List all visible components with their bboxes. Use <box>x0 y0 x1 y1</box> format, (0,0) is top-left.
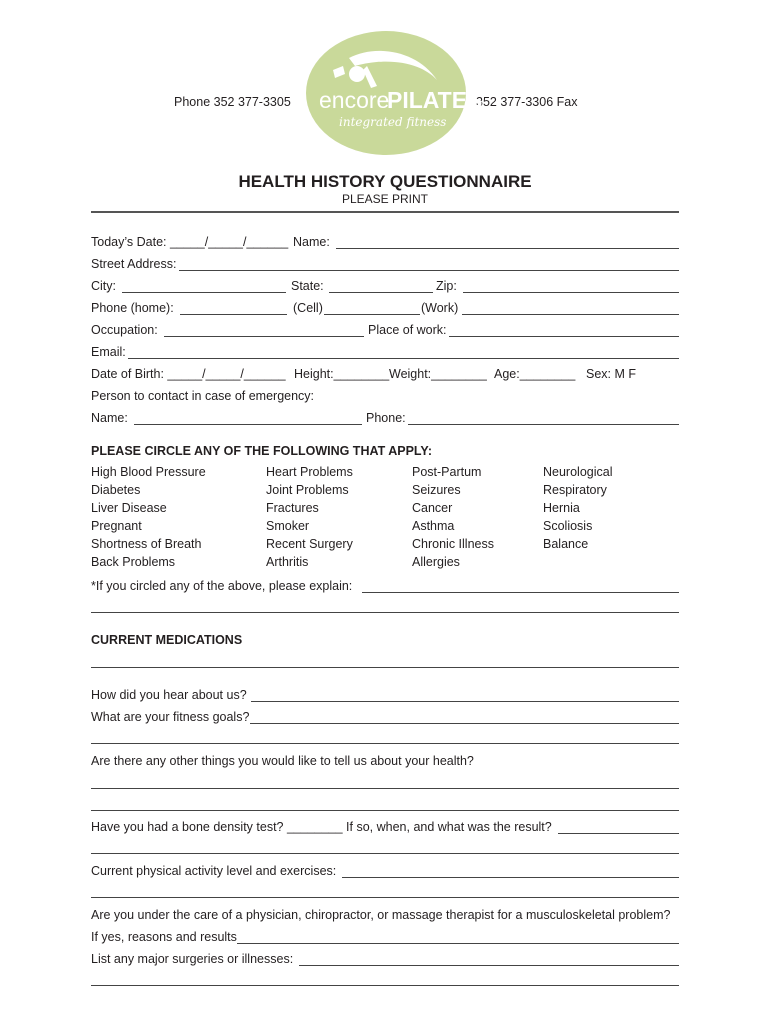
medications-field[interactable] <box>91 667 679 668</box>
bone-density-field-line-2[interactable] <box>91 853 679 854</box>
logo-brand-light: encore <box>319 87 390 113</box>
surgeries-field-line-2[interactable] <box>91 985 679 986</box>
condition-item[interactable]: Smoker <box>266 519 310 533</box>
condition-item[interactable]: Post-Partum <box>412 465 482 479</box>
work-label: (Work) <box>421 301 459 315</box>
explain-label: *If you circled any of the above, please explain: <box>91 579 353 593</box>
email-field[interactable] <box>128 346 679 359</box>
zip-label: Zip: <box>436 279 457 293</box>
condition-item[interactable]: Heart Problems <box>266 465 353 479</box>
condition-item[interactable]: Neurological <box>543 465 613 479</box>
activity-field-line-2[interactable] <box>91 897 679 898</box>
street-field[interactable] <box>179 258 679 271</box>
condition-item[interactable]: Respiratory <box>543 483 607 497</box>
condition-item[interactable]: Recent Surgery <box>266 537 353 551</box>
sex-field[interactable]: Sex: M F <box>586 367 637 381</box>
bone-density-label: Have you had a bone density test? ________ If so, when, and what was the result? <box>91 820 552 834</box>
email-label: Email: <box>91 345 126 359</box>
condition-item[interactable]: Arthritis <box>266 555 309 569</box>
fitness-goals-field[interactable] <box>250 711 679 724</box>
age-field[interactable]: Age:________ <box>494 367 576 381</box>
medications-heading: CURRENT MEDICATIONS <box>91 633 243 647</box>
city-field[interactable] <box>122 280 286 293</box>
city-label: City: <box>91 279 116 293</box>
condition-item[interactable]: Pregnant <box>91 519 142 533</box>
condition-item[interactable]: Liver Disease <box>91 501 167 515</box>
hear-about-label: How did you hear about us? <box>91 688 247 702</box>
condition-item[interactable]: Balance <box>543 537 589 551</box>
explain-field-line-2[interactable] <box>91 612 679 613</box>
emergency-name-label: Name: <box>91 411 128 425</box>
if-yes-label: If yes, reasons and results <box>91 930 237 944</box>
emergency-phone-label: Phone: <box>366 411 406 425</box>
emergency-phone-field[interactable] <box>408 412 679 425</box>
fitness-goals-label: What are your fitness goals? <box>91 710 250 724</box>
height-field[interactable]: Height:________ <box>294 367 390 381</box>
explain-field[interactable] <box>362 580 679 593</box>
emergency-name-field[interactable] <box>134 412 362 425</box>
condition-item[interactable]: Chronic Illness <box>412 537 494 551</box>
encore-pilates-logo <box>305 30 483 156</box>
occupation-field[interactable] <box>164 324 364 337</box>
place-of-work-label: Place of work: <box>368 323 447 337</box>
condition-item[interactable]: Scoliosis <box>543 519 593 533</box>
state-label: State: <box>291 279 324 293</box>
state-field[interactable] <box>329 280 433 293</box>
hear-about-field[interactable] <box>251 689 679 702</box>
phone-number: Phone 352 377-3305 <box>174 95 291 109</box>
other-things-field-2[interactable] <box>91 810 679 811</box>
condition-item[interactable]: Hernia <box>543 501 580 515</box>
phone-home-label: Phone (home): <box>91 301 174 315</box>
fax-number: 352 377-3306 Fax <box>476 95 578 109</box>
condition-item[interactable]: Seizures <box>412 483 461 497</box>
place-of-work-field[interactable] <box>449 324 679 337</box>
phone-home-field[interactable] <box>180 302 287 315</box>
condition-item[interactable]: Cancer <box>412 501 453 515</box>
condition-item[interactable]: Fractures <box>266 501 319 515</box>
todays-date-field[interactable]: Today’s Date: _____/_____/______ <box>91 235 289 249</box>
bone-density-field[interactable] <box>558 821 679 834</box>
other-things-field-1[interactable] <box>91 788 679 789</box>
surgeries-label: List any major surgeries or illnesses: <box>91 952 294 966</box>
condition-item[interactable]: High Blood Pressure <box>91 465 206 479</box>
fitness-goals-field-line-2[interactable] <box>91 743 679 744</box>
street-label: Street Address: <box>91 257 177 271</box>
emergency-contact-label: Person to contact in case of emergency: <box>91 389 315 403</box>
activity-field[interactable] <box>342 865 679 878</box>
condition-item[interactable]: Joint Problems <box>266 483 349 497</box>
name-field[interactable] <box>336 236 679 249</box>
dob-field[interactable]: Date of Birth: _____/_____/______ <box>91 367 286 381</box>
weight-field[interactable]: Weight:________ <box>389 367 487 381</box>
activity-label: Current physical activity level and exercises: <box>91 864 337 878</box>
cell-label: (Cell) <box>293 301 323 315</box>
conditions-heading: PLEASE CIRCLE ANY OF THE FOLLOWING THAT APPLY: <box>91 444 432 458</box>
page-title: HEALTH HISTORY QUESTIONNAIRE <box>238 172 532 191</box>
condition-item[interactable]: Shortness of Breath <box>91 537 202 551</box>
logo-brand-bold: PILATES <box>387 87 483 113</box>
header-divider <box>91 211 679 213</box>
condition-item[interactable]: Asthma <box>412 519 455 533</box>
zip-field[interactable] <box>463 280 679 293</box>
condition-item[interactable]: Diabetes <box>91 483 141 497</box>
work-field[interactable] <box>462 302 679 315</box>
physician-label: Are you under the care of a physician, chiropractor, or massage therapist for a musculoskeletal problem? <box>91 908 671 922</box>
condition-item[interactable]: Allergies <box>412 555 460 569</box>
page-subtitle: PLEASE PRINT <box>341 192 429 206</box>
other-things-label: Are there any other things you would like to tell us about your health? <box>91 754 474 768</box>
condition-item[interactable]: Back Problems <box>91 555 176 569</box>
occupation-label: Occupation: <box>91 323 158 337</box>
logo-tagline: integrated fitness <box>339 115 447 129</box>
surgeries-field[interactable] <box>299 953 679 966</box>
name-label: Name: <box>293 235 330 249</box>
cell-field[interactable] <box>324 302 420 315</box>
if-yes-field[interactable] <box>237 931 679 944</box>
